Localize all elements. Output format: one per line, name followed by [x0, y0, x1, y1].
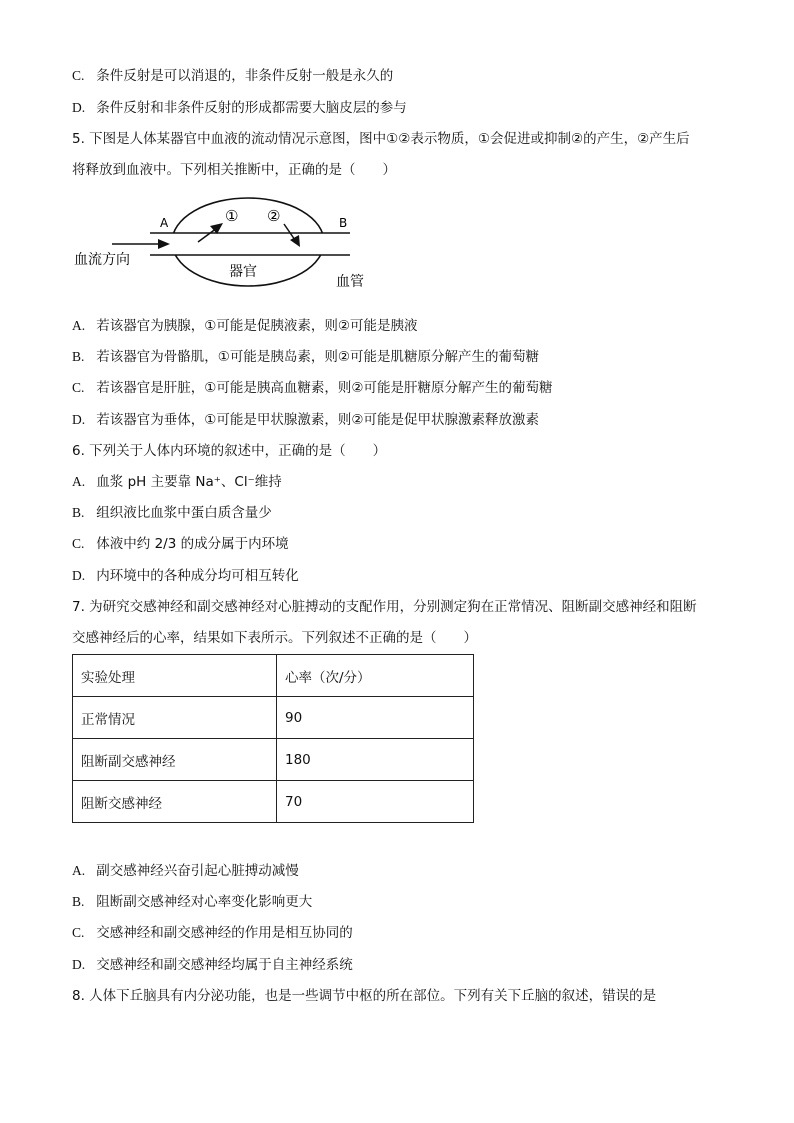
q6-option-a — [72, 472, 282, 492]
option-text: 交感神经和副交感神经均属于自主神经系统 — [96, 957, 353, 973]
option-text: 血浆 pH 主要靠 Na⁺、Cl⁻维持 — [96, 474, 282, 490]
option-text: 条件反射和非条件反射的形成都需要大脑皮层的参与 — [96, 100, 407, 116]
option-label: D. — [72, 568, 86, 583]
label-a: A — [160, 216, 169, 230]
vessel-fill — [150, 233, 350, 255]
q5-option-d — [72, 410, 539, 430]
q6-stem: 6. 下列关于人体内环境的叙述中，正确的是（ ） — [72, 443, 387, 459]
option-label: D. — [72, 957, 86, 972]
table-cell: 正常情况 — [73, 697, 277, 739]
q8-stem: 8. 人体下丘脑具有内分泌功能，也是一些调节中枢的所在部位。下列有关下丘脑的叙述，错误的是 — [72, 988, 657, 1004]
table-cell: 阻断副交感神经 — [73, 739, 277, 781]
heart-rate-table — [72, 654, 474, 823]
option-text: 条件反射是可以消退的，非条件反射一般是永久的 — [96, 68, 394, 84]
q4-option-c — [72, 66, 393, 86]
substance-2-label: ② — [267, 207, 281, 225]
table-cell: 180 — [277, 739, 474, 781]
q7-stem-line1: 7. 为研究交感神经和副交感神经对心脏搏动的支配作用，分别测定狗在正常情况、阻断副交感神经和阻断 — [72, 599, 697, 615]
substance-1-label: ① — [225, 207, 239, 225]
table-header-row — [73, 655, 474, 697]
table-row — [73, 697, 474, 739]
table-cell: 90 — [277, 697, 474, 739]
organ-label: 器官 — [229, 264, 257, 280]
option-label: C. — [72, 536, 85, 551]
q5-stem-line1: 5. 下图是人体某器官中血液的流动情况示意图，图中①②表示物质，①会促进或抑制②的产生，②产生后 — [72, 131, 690, 147]
option-text: 体液中约 2/3 的成分属于内环境 — [96, 536, 289, 552]
option-text: 若该器官为骨骼肌，①可能是胰岛素，则②可能是肌糖原分解产生的葡萄糖 — [96, 349, 540, 365]
option-label: A. — [72, 474, 86, 489]
q7-stem-line2: 交感神经后的心率，结果如下表所示。下列叙述不正确的是（ ） — [72, 630, 477, 646]
option-text: 交感神经和副交感神经的作用是相互协同的 — [96, 925, 353, 941]
option-label: B. — [72, 349, 85, 364]
q5-stem-line2: 将释放到血液中。下列相关推断中，正确的是（ ） — [72, 162, 396, 178]
table-header-cell: 实验处理 — [73, 655, 277, 697]
q4-option-d — [72, 98, 407, 118]
option-text: 若该器官是肝脏，①可能是胰高血糖素，则②可能是肝糖原分解产生的葡萄糖 — [96, 380, 553, 396]
table-cell: 70 — [277, 781, 474, 823]
label-b: B — [339, 216, 348, 230]
q5-option-a — [72, 316, 418, 336]
vessel-label: 血管 — [336, 274, 364, 290]
option-text: 组织液比血浆中蛋白质含量少 — [96, 505, 272, 521]
q5-option-b — [72, 347, 539, 367]
option-text: 内环境中的各种成分均可相互转化 — [96, 568, 299, 584]
q6-option-c — [72, 534, 289, 554]
q7-option-b — [72, 892, 312, 912]
q7-option-a — [72, 861, 299, 881]
option-text: 若该器官为垂体，①可能是甲状腺激素，则②可能是促甲状腺激素释放激素 — [96, 412, 540, 428]
option-text: 副交感神经兴奋引起心脏搏动减慢 — [96, 863, 299, 879]
option-label: C. — [72, 380, 85, 395]
option-label: B. — [72, 505, 85, 520]
q7-option-d — [72, 955, 353, 975]
flow-direction-label: 血流方向 — [74, 252, 130, 268]
option-label: D. — [72, 100, 86, 115]
table-row — [73, 781, 474, 823]
option-text: 若该器官为胰腺，①可能是促胰液素，则②可能是胰液 — [96, 318, 418, 334]
option-label: C. — [72, 925, 85, 940]
option-label: D. — [72, 412, 86, 427]
option-label: A. — [72, 318, 86, 333]
table-header-cell: 心率（次/分） — [277, 655, 474, 697]
table-cell: 阻断交感神经 — [73, 781, 277, 823]
option-label: A. — [72, 863, 86, 878]
table-row — [73, 739, 474, 781]
option-text: 阻断副交感神经对心率变化影响更大 — [96, 894, 313, 910]
option-label: C. — [72, 68, 85, 83]
q7-option-c — [72, 923, 353, 943]
q6-option-b — [72, 503, 272, 523]
option-label: B. — [72, 894, 85, 909]
blood-flow-diagram — [72, 190, 392, 295]
q6-option-d — [72, 566, 299, 586]
q5-option-c — [72, 378, 553, 398]
